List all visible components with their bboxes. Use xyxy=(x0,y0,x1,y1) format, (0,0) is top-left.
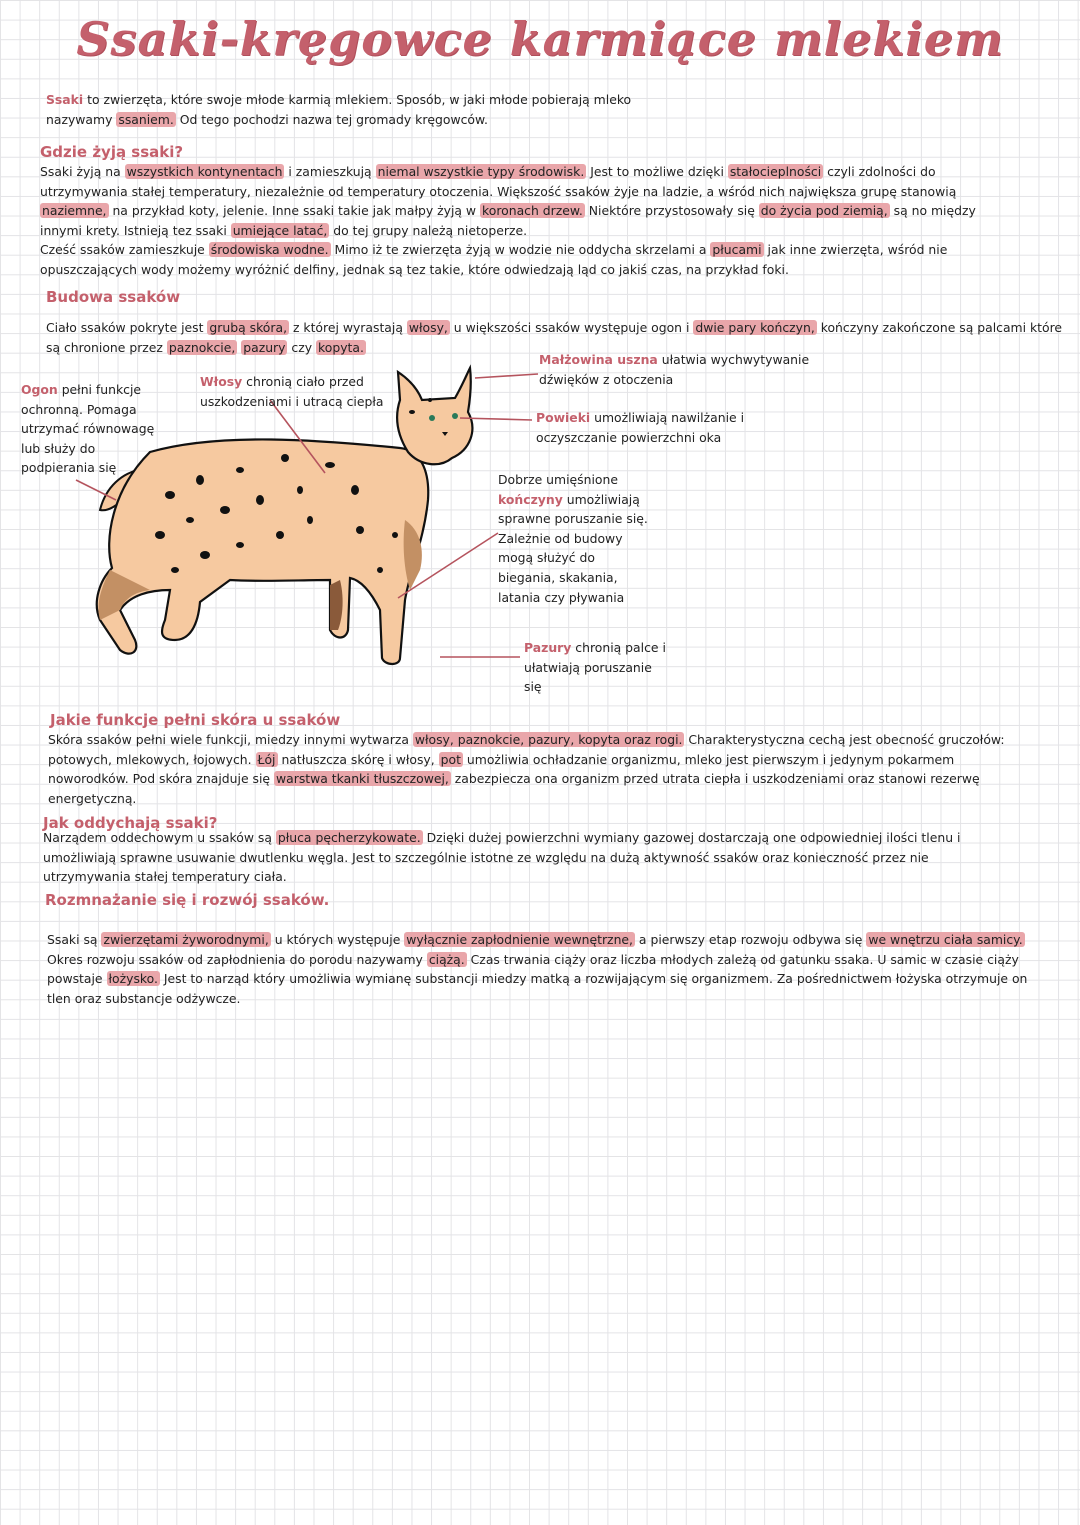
label-hair: Włosy chronią ciało przed uszkodzeniami i utracą ciepła xyxy=(200,374,384,409)
repro-paragraph: Ssaki są zwierzętami żyworodnymi, u których występuje wyłącznie zapłodnienie wewnętrzne, a pierwszy etap rozwoju odbywa się we wnętrzu ciała samicy. Okres rozwoju ssaków od zapłodnienia do porodu nazywamy ciążą. Czas trwania ciąży oraz liczba młodych zależą od gatunku ssaka. U samic w czasie ciąży powstaje łożysko. Jest to narząd który umożliwia wymianę substancji miedzy matką a rozwijającym się organizmem. Za pośrednictwem łożyska otrzymuje on tlen oraz substancje odżywcze. xyxy=(47,932,1028,1006)
habitat-heading: Gdzie żyją ssaki? xyxy=(40,143,184,161)
label-tail: Ogon pełni funkcje ochronną. Pomaga utrzymać równowagę lub służy do podpierania się xyxy=(21,382,155,476)
breath-heading: Jak oddychają ssaki? xyxy=(43,814,218,832)
page-title: Ssaki-kręgowce karmiące mlekiem xyxy=(76,12,1004,66)
label-ear: Małżowina uszna ułatwia wychwytywanie dźwięków z otoczenia xyxy=(539,352,810,387)
breath-paragraph: Narządem oddechowym u ssaków są płuca pęcherzykowate. Dzięki dużej powierzchni wymiany gazowej dostarczają one odpowiedniej ilości tlenu i umożliwiają sprawne usuwanie dwutlenku węgla. Jest to szczególnie istotne ze względu na dużą aktywność ssaków oraz konieczność przez nie utrzymywania stałej temperatury ciała. xyxy=(43,830,961,885)
label-eyelids: Powieki umożliwiają nawilżanie i oczyszczanie powierzchni oka xyxy=(536,410,745,445)
skin-paragraph: Skóra ssaków pełni wiele funkcji, miedzy innymi wytwarza włosy, paznokcie, pazury, kopyta oraz rogi. Charakterystyczna cechą jest obecność gruczołów: potowych, mlekowych, łojowych. Łój natłuszcza skórę i włosy, pot umożliwia ochładzanie organizmu, mleko jest pierwszym i jedynym pokarmem noworodków. Pod skóra znajduje się warstwa tkanki tłuszczowej, zabezpiecza ona organizm przed utrata ciepła i uszkodzeniami oraz stanowi rezerwę energetyczną. xyxy=(48,732,1005,806)
label-limbs: Dobrze umięśnione kończyny umożliwiają sprawne poruszanie się. Zależnie od budowy mogą służyć do biegania, skakania, latania czy pływania xyxy=(498,472,648,605)
build-heading: Budowa ssaków xyxy=(46,288,181,306)
repro-heading: Rozmnażanie się i rozwój ssaków. xyxy=(45,891,330,909)
label-claws: Pazury chronią palce i ułatwiają poruszanie się xyxy=(524,640,666,695)
intro-keyword-ssaki: Ssaki xyxy=(46,92,84,107)
highlight-ssaniem: ssaniem. xyxy=(118,111,174,127)
intro-paragraph: Ssaki to zwierzęta, które swoje młode karmią mlekiem. Sposób, w jaki młode pobierają mleko nazywamy ssaniem. Od tego pochodzi nazwa tej gromady kręgowców. xyxy=(46,92,632,127)
build-paragraph: Ciało ssaków pokryte jest grubą skóra, z której wyrastają włosy, u większości ssaków występuje ogon i dwie pary kończyn, kończyny zakończone są palcami które są chronione przez paznokcie, pazury czy kopyta. xyxy=(46,320,1063,355)
habitat-paragraph: Ssaki żyją na wszystkich kontynentach i zamieszkują niemal wszystkie typy środowisk. Jest to możliwe dzięki stałocieplności czyli zdolności do utrzymywania stałej temperatury, niezależnie od temperatury otoczenia. Większość ssaków żyje na ladzie, a wśród nich największa grupę stanowią naziemne, na przykład koty, jelenie. Inne ssaki takie jak małpy żyją w koronach drzew. Niektóre przystosowały się do życia pod ziemią, są no między innymi krety. Istnieją tez ssaki umiejące latać, do tej grupy należą nietoperze. Cześć ssaków zamieszkuje środowiska wodne. Mimo iż te zwierzęta żyją w wodzie nie oddycha skrzelami a płucami jak inne zwierzęta, wśród nie opuszczających wody możemy wyróżnić delfiny, jednak są tez takie, które odwiedzają ląd co jakiś czas, na przykład foki. xyxy=(40,164,976,277)
skin-heading: Jakie funkcje pełni skóra u ssaków xyxy=(50,711,341,729)
